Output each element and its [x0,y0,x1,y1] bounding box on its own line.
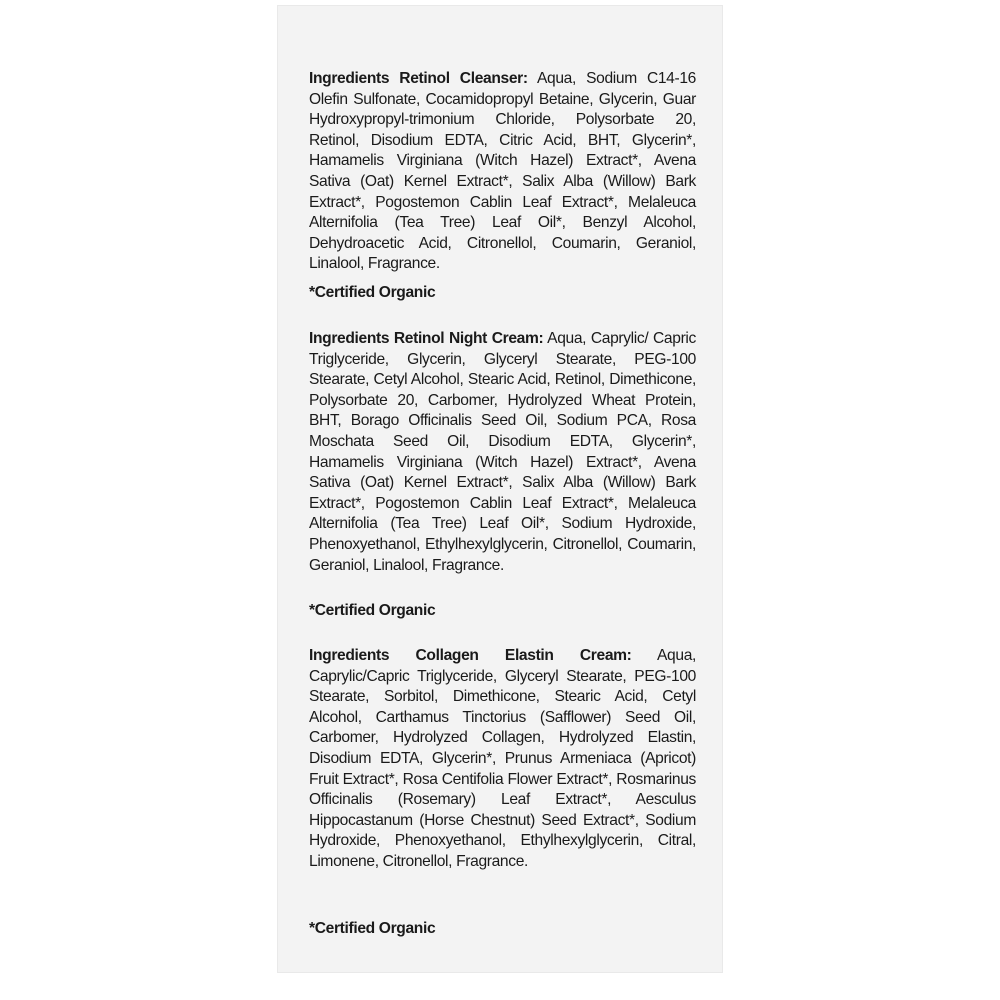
retinol-night-cream-ingredient-list: Aqua, Caprylic/ Capric Triglyceride, Glycerin, Glyceryl Stearate, PEG-100 Stearate, Cetyl Alcohol, Stearic Acid, Retinol, Dimethicone, Polysorbate 20, Carbomer, Hydrolyzed Wheat Protein, BHT, Borago Officinalis Seed Oil, Sodium PCA, Rosa Moschata Seed Oil, Disodium EDTA, Glycerin*, Hamamelis Virginiana (Witch Hazel) Extract*, Avena Sativa (Oat) Kernel Extract*, Salix Alba (Willow) Bark Extract*, Pogostemon Cablin Leaf Extract*, Melaleuca Alternifolia (Tea Tree) Leaf Oil*, Sodium Hydroxide, Phenoxyethanol, Ethylhexylglycerin, Citronellol, Coumarin, Geraniol, Linalool, Fragrance. [309,330,696,574]
collagen-elastin-cream-ingredient-list: Aqua, Caprylic/Capric Triglyceride, Glyceryl Stearate, PEG-100 Stearate, Sorbitol, Dimethicone, Stearic Acid, Cetyl Alcohol, Carthamus Tinctorius (Safflower) Seed Oil, Carbomer, Hydrolyzed Collagen, Hydrolyzed Elastin, Disodium EDTA, Glycerin*, Prunus Armeniaca (Apricot) Fruit Extract*, Rosa Centifolia Flower Extract*, Rosmarinus Officinalis (Rosemary) Leaf Extract*, Aesculus Hippocastanum (Horse Chestnut) Seed Extract*, Sodium Hydroxide, Phenoxyethanol, Ethylhexylglycerin, Citral, Limonene, Citronellol, Fragrance. [309,647,696,870]
certified-organic-note: *Certified Organic [309,602,436,619]
retinol-night-cream-ingredients [309,329,696,576]
collagen-elastin-cream-ingredients [309,646,696,873]
collagen-elastin-cream-heading: Ingredients Collagen Elastin Cream: [309,647,632,664]
retinol-cleanser-ingredient-list: Aqua, Sodium C14-16 Olefin Sulfonate, Cocamidopropyl Betaine, Glycerin, Guar Hydroxypropyl-trimonium Chloride, Polysorbate 20, Retinol, Disodium EDTA, Citric Acid, BHT, Glycerin*, Hamamelis Virginiana (Witch Hazel) Extract*, Avena Sativa (Oat) Kernel Extract*, Salix Alba (Willow) Bark Extract*, Pogostemon Cablin Leaf Extract*, Melaleuca Alternifolia (Tea Tree) Leaf Oil*, Benzyl Alcohol, Dehydroacetic Acid, Citronellol, Coumarin, Geraniol, Linalool, Fragrance. [309,70,696,273]
retinol-cleanser-ingredients [309,69,696,275]
certified-organic-note: *Certified Organic [309,284,436,301]
retinol-night-cream-heading: Ingredients Retinol Night Cream: [309,330,544,347]
retinol-cleanser-heading: Ingredients Retinol Cleanser: [309,70,528,87]
certified-organic-note: *Certified Organic [309,920,436,937]
